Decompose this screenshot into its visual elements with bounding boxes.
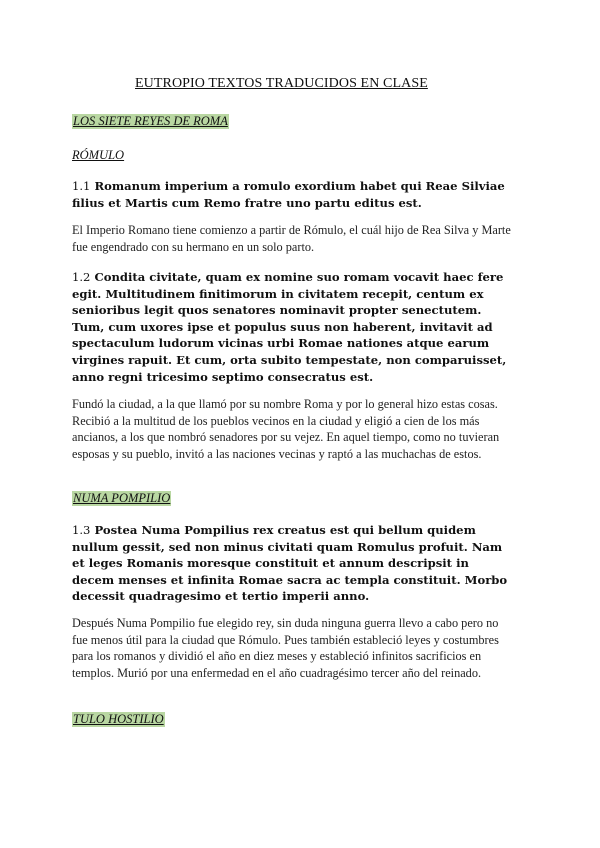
latin-passage-1-2 <box>72 269 512 385</box>
document-title: EUTROPIO TEXTOS TRADUCIDOS EN CLASE <box>135 76 428 91</box>
section-heading-numa-pompilio: NUMA POMPILIO <box>73 491 171 505</box>
latin-text: Postea Numa Pompilius rex creatus est qui bellum quidem nullum gessit, sed non minus civitati quam Romulus profuit. Nam et leges Romanis moresque constituit et annum descripsit in decem menses et infinita Romae sacra ac templa constituit. Morbo decessit quadragesimo et tertio imperii anno. <box>72 523 508 604</box>
section-heading-tulo-hostilio: TULO HOSTILIO <box>73 712 164 726</box>
latin-passage-1-3 <box>72 522 512 605</box>
passage-number: 1.1 <box>72 179 91 193</box>
passage-number: 1.2 <box>72 270 91 284</box>
latin-text: Condita civitate, quam ex nomine suo romam vocavit haec fere egit. Multitudinem finitimorum in civitatem recepit, centum ex senioribus legit quos senatores nominavit propter senectutem. Tum, cum uxores ipse et populus suus non haberent, invitavit ad spectaculum ludorum vicinas urbi Romae nationes atque earum virgines rapuit. Et cum, orta subito tempestate, non comparuisset, anno regni tricesimo septimo consecratus est. <box>72 270 507 384</box>
spanish-translation-1-3: Después Numa Pompilio fue elegido rey, sin duda ninguna guerra llevo a cabo pero no fue menos útil para la ciudad que Rómulo. Pues también estableció leyes y costumbres para los romanos y dividió el año en diez meses y estableció infinitos sacrificios en templos. Murió por una enfermedad en el año cuadragésimo tercer año del reinado. <box>72 616 499 680</box>
spanish-translation-1-1: El Imperio Romano tiene comienzo a partir de Rómulo, el cuál hijo de Rea Silva y Marte fue engendrado con su hermano en un solo parto. <box>72 223 511 254</box>
latin-passage-1-1 <box>72 178 512 211</box>
chapter-heading: LOS SIETE REYES DE ROMA <box>73 114 228 128</box>
latin-text: Romanum imperium a romulo exordium habet qui Reae Silviae filius et Martis cum Remo fratre uno partu editus est. <box>72 179 505 210</box>
spanish-translation-1-2: Fundó la ciudad, a la que llamó por su nombre Roma y por lo general hizo estas cosas. Recibió a la multitud de los pueblos vecinos en la ciudad y eligió a cien de los más ancianos, a los que nombró senadores por su vejez. En aquel tiempo, como no tuvieran esposas y su pueblo, invitó a las naciones vecinas y raptó a las muchachas de estos. <box>72 397 500 461</box>
passage-number: 1.3 <box>72 523 91 537</box>
section-heading-romulo: RÓMULO <box>72 148 125 162</box>
